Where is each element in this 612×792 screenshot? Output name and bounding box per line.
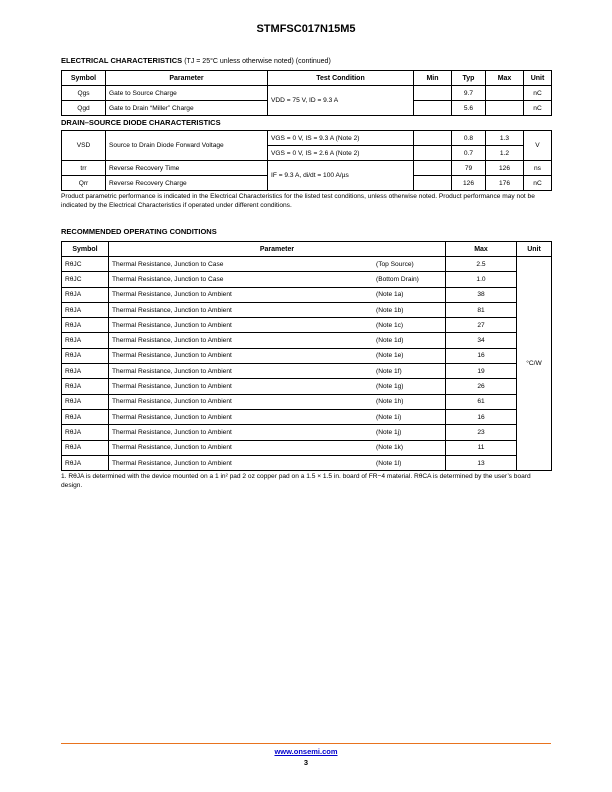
max-cell: 2.5 <box>446 257 517 272</box>
parameter-cell: Source to Drain Diode Forward Voltage <box>106 131 268 161</box>
col-header: Unit <box>524 71 552 86</box>
typ-cell: 0.7 <box>452 146 486 161</box>
symbol-cell: RθJA <box>62 333 109 348</box>
note-cell: (Note 1j) <box>373 425 446 440</box>
typ-cell: 5.6 <box>452 101 486 116</box>
footnote: 1. RθJA is determined with the device mounted on a 1 in² pad 2 oz copper pad on a 1.5 × 1.5 in. board of FR−4 material. RθCA is determined by the user’s board design. <box>61 473 531 489</box>
symbol-cell: RθJA <box>62 348 109 363</box>
note-cell: (Note 1g) <box>373 379 446 394</box>
note-cell: (Note 1e) <box>373 348 446 363</box>
min-cell <box>414 131 452 146</box>
parameter-cell: Thermal Resistance, Junction to Ambient <box>109 333 374 348</box>
parameter-cell: Thermal Resistance, Junction to Case <box>109 272 374 287</box>
condition-cell: VDD = 75 V, ID = 9.3 A <box>268 86 414 116</box>
max-cell: 11 <box>446 440 517 455</box>
unit-cell: nC <box>524 86 552 101</box>
symbol-cell: RθJA <box>62 287 109 302</box>
parameter-cell: Thermal Resistance, Junction to Ambient <box>109 455 374 470</box>
symbol-cell: RθJA <box>62 455 109 470</box>
max-cell: 81 <box>446 302 517 317</box>
symbol-cell: Qgs <box>62 86 106 101</box>
max-cell: 19 <box>446 364 517 379</box>
website-link[interactable]: www.onsemi.com <box>274 747 338 756</box>
diode-section-title: DRAIN–SOURCE DIODE CHARACTERISTICS <box>61 118 221 127</box>
max-cell: 34 <box>446 333 517 348</box>
unit-cell: ns <box>524 161 552 176</box>
table-row <box>62 287 552 302</box>
symbol-cell: RθJA <box>62 318 109 333</box>
note-cell: (Top Source) <box>373 257 446 272</box>
col-header: Typ <box>452 71 486 86</box>
parameter-cell: Thermal Resistance, Junction to Ambient <box>109 394 374 409</box>
table-row <box>62 348 552 363</box>
footer-divider <box>61 743 551 744</box>
parameter-cell: Thermal Resistance, Junction to Ambient <box>109 287 374 302</box>
table-row <box>62 318 552 333</box>
electrical-table <box>61 70 552 116</box>
table-row <box>62 409 552 424</box>
parameter-cell: Reverse Recovery Charge <box>106 176 268 191</box>
note-cell: (Note 1l) <box>373 455 446 470</box>
max-cell: 16 <box>446 348 517 363</box>
table-row <box>62 379 552 394</box>
page-number: 3 <box>303 758 309 767</box>
col-header: Max <box>446 242 517 257</box>
note-cell: (Note 1a) <box>373 287 446 302</box>
parameter-cell: Thermal Resistance, Junction to Ambient <box>109 425 374 440</box>
table-row <box>62 440 552 455</box>
table-row <box>62 333 552 348</box>
parameter-cell: Thermal Resistance, Junction to Ambient <box>109 318 374 333</box>
max-cell: 38 <box>446 287 517 302</box>
symbol-cell: RθJC <box>62 272 109 287</box>
parameter-cell: Thermal Resistance, Junction to Ambient <box>109 302 374 317</box>
symbol-cell: RθJA <box>62 394 109 409</box>
parameter-cell: Reverse Recovery Time <box>106 161 268 176</box>
col-header: Parameter <box>109 242 446 257</box>
max-cell: 23 <box>446 425 517 440</box>
max-cell: 16 <box>446 409 517 424</box>
col-header: Parameter <box>106 71 268 86</box>
condition-cell: VGS = 0 V, IS = 9.3 A (Note 2) <box>268 131 414 146</box>
max-cell: 27 <box>446 318 517 333</box>
table-row <box>62 455 552 470</box>
typ-cell: 0.8 <box>452 131 486 146</box>
page-title: STMFSC017N15M5 <box>256 23 356 35</box>
note-cell: (Note 1f) <box>373 364 446 379</box>
note-cell: (Bottom Drain) <box>373 272 446 287</box>
max-cell: 1.3 <box>486 131 524 146</box>
max-cell: 13 <box>446 455 517 470</box>
parametric-note: Product parametric performance is indicated in the Electrical Characteristics for the listed test conditions, unless otherwise noted. Product performance may not be indicated by the Electrical Characteristics if operated under different conditions. <box>61 193 535 209</box>
note-cell: (Note 1d) <box>373 333 446 348</box>
symbol-cell: RθJA <box>62 440 109 455</box>
min-cell <box>414 161 452 176</box>
max-cell: 26 <box>446 379 517 394</box>
symbol-cell: trr <box>62 161 106 176</box>
symbol-cell: RθJA <box>62 425 109 440</box>
table-row <box>62 257 552 272</box>
condition-cell: VGS = 0 V, IS = 2.6 A (Note 2) <box>268 146 414 161</box>
max-cell: 1.0 <box>446 272 517 287</box>
symbol-cell: Qrr <box>62 176 106 191</box>
symbol-cell: RθJA <box>62 409 109 424</box>
parameter-cell: Thermal Resistance, Junction to Ambient <box>109 364 374 379</box>
condition-cell: IF = 9.3 A, di/dt = 100 A/µs <box>268 161 414 191</box>
min-cell <box>414 101 452 116</box>
parameter-cell: Thermal Resistance, Junction to Ambient <box>109 379 374 394</box>
note-cell: (Note 1k) <box>373 440 446 455</box>
max-cell: 61 <box>446 394 517 409</box>
parameter-cell: Thermal Resistance, Junction to Case <box>109 257 374 272</box>
table-row <box>62 394 552 409</box>
electrical-section-title <box>61 56 331 65</box>
table-row <box>62 161 552 176</box>
table-row <box>62 425 552 440</box>
typ-cell: 9.7 <box>452 86 486 101</box>
max-cell: 126 <box>486 161 524 176</box>
recommended-section-title: RECOMMENDED OPERATING CONDITIONS <box>61 227 217 236</box>
col-header: Test Condition <box>268 71 414 86</box>
symbol-cell: RθJA <box>62 364 109 379</box>
col-header: Symbol <box>62 242 109 257</box>
table-row <box>62 302 552 317</box>
min-cell <box>414 176 452 191</box>
col-header: Unit <box>517 242 552 257</box>
col-header: Max <box>486 71 524 86</box>
max-cell <box>486 101 524 116</box>
max-cell <box>486 86 524 101</box>
parameter-cell: Gate to Drain “Miller” Charge <box>106 101 268 116</box>
symbol-cell: Qgd <box>62 101 106 116</box>
max-cell: 1.2 <box>486 146 524 161</box>
parameter-cell: Thermal Resistance, Junction to Ambient <box>109 348 374 363</box>
parameter-cell: Thermal Resistance, Junction to Ambient <box>109 409 374 424</box>
min-cell <box>414 86 452 101</box>
unit-cell: nC <box>524 101 552 116</box>
unit-cell: V <box>524 131 552 161</box>
table-row <box>62 86 552 101</box>
table-row <box>62 364 552 379</box>
unit-cell: nC <box>524 176 552 191</box>
note-cell: (Note 1c) <box>373 318 446 333</box>
symbol-cell: VSD <box>62 131 106 161</box>
unit-cell: °C/W <box>517 257 552 471</box>
table-row <box>62 131 552 146</box>
symbol-cell: RθJC <box>62 257 109 272</box>
parameter-cell: Thermal Resistance, Junction to Ambient <box>109 440 374 455</box>
section-condition: (TJ = 25°C unless otherwise noted) (continued) <box>184 58 331 65</box>
symbol-cell: RθJA <box>62 302 109 317</box>
col-header: Symbol <box>62 71 106 86</box>
symbol-cell: RθJA <box>62 379 109 394</box>
min-cell <box>414 146 452 161</box>
max-cell: 176 <box>486 176 524 191</box>
note-cell: (Note 1i) <box>373 409 446 424</box>
note-cell: (Note 1b) <box>373 302 446 317</box>
typ-cell: 79 <box>452 161 486 176</box>
section-heading: ELECTRICAL CHARACTERISTICS <box>61 56 183 65</box>
typ-cell: 126 <box>452 176 486 191</box>
parameter-cell: Gate to Source Charge <box>106 86 268 101</box>
diode-table <box>61 130 552 191</box>
table-row <box>62 272 552 287</box>
note-cell: (Note 1h) <box>373 394 446 409</box>
col-header: Min <box>414 71 452 86</box>
recommended-table <box>61 241 552 471</box>
